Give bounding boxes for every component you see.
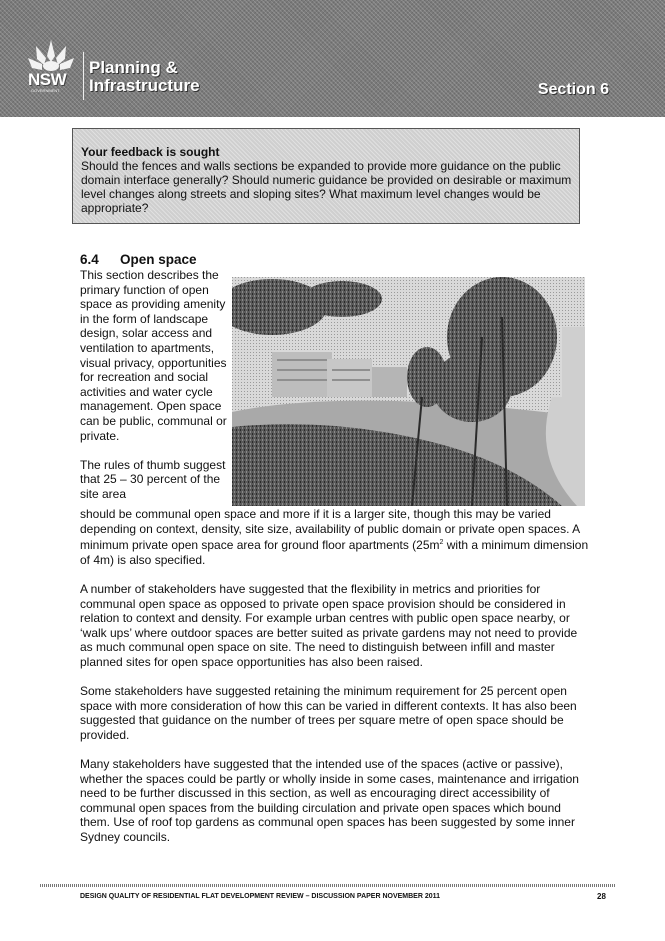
section-heading (80, 252, 197, 267)
paragraph-2-part-a: should be communal open space and more if it is a larger site, though this may be varied depending on context, density, site size, availability of public domain or private open spaces. A minimum private open space area for ground floor apartments (25m (80, 507, 580, 553)
feedback-body: Should the fences and walls sections be expanded to provide more guidance on the public domain interface generally? Should numeric guidance be provided on desirable or maximum level changes along streets and sloping sites? What maximum level changes would be appropriate? (81, 159, 572, 215)
full-width-text (80, 507, 590, 859)
paragraph-3: A number of stakeholders have suggested that the flexibility in metrics and priorities for communal open space as opposed to private open space provision should be considered in relation to context and density. For example urban centres with public open space nearby, or ‘walk ups’ where outdoor spaces are better suited as private gardens may not need to provide as much communal open space on site. The need to distinguish between infill and master planned sites for open space opportunities has also been raised. (80, 581, 578, 669)
feedback-box (72, 128, 580, 224)
paragraph-2-narrow: The rules of thumb suggest that 25 – 30 percent of the site area (80, 457, 226, 501)
narrow-column-text (80, 268, 230, 516)
department-line-2: Infrastructure (89, 76, 200, 95)
feedback-title: Your feedback is sought (81, 145, 220, 159)
logo-text: NSW (28, 70, 67, 89)
paragraph-5: Many stakeholders have suggested that the intended use of the spaces (active or passive), whether the spaces could be partly or wholly inside in some cases, maintenance and irrigation need to be further discussed in this section, as well as encouraging direct accessibility of communal open spaces from the building circulation and private open spaces which bound them. Use of roof top gardens as communal open spaces has been suggested by some inner Sydney councils. (80, 757, 579, 845)
section-label: Section 6 (537, 81, 609, 98)
header-banner (0, 0, 665, 117)
department-name (89, 59, 200, 95)
landscape-photo (232, 277, 585, 506)
paragraph-2-part-b: with a minimum dimension of 4m) is also specified. (80, 538, 589, 567)
banner-divider (83, 52, 84, 100)
logo-subtext: GOVERNMENT (31, 88, 60, 93)
section-number: 6.4 (80, 252, 99, 267)
superscript-two: 2 (439, 539, 444, 547)
paragraph-4: Some stakeholders have suggested retaining the minimum requirement for 25 percent open space with more consideration of how this can be varied in different contexts. It has also been suggested that guidance on the number of trees per square metre of open space should be provided. (80, 684, 577, 742)
paragraph-2-continued (80, 507, 590, 567)
footer-divider (40, 884, 615, 887)
paragraph-1: This section describes the primary function of open space as providing amenity in the form of landscape design, solar access and ventilation to apartments, visual privacy, opportunities for recreation and social activities and water cycle management. Open space can be public, communal or private. (80, 268, 227, 443)
footer-title: DESIGN QUALITY OF RESIDENTIAL FLAT DEVELOPMENT REVIEW – DISCUSSION PAPER NOVEMBER 2011 (80, 893, 441, 900)
page-number: 28 (597, 892, 606, 901)
section-title: Open space (120, 252, 197, 267)
department-line-1: Planning & (89, 58, 178, 77)
